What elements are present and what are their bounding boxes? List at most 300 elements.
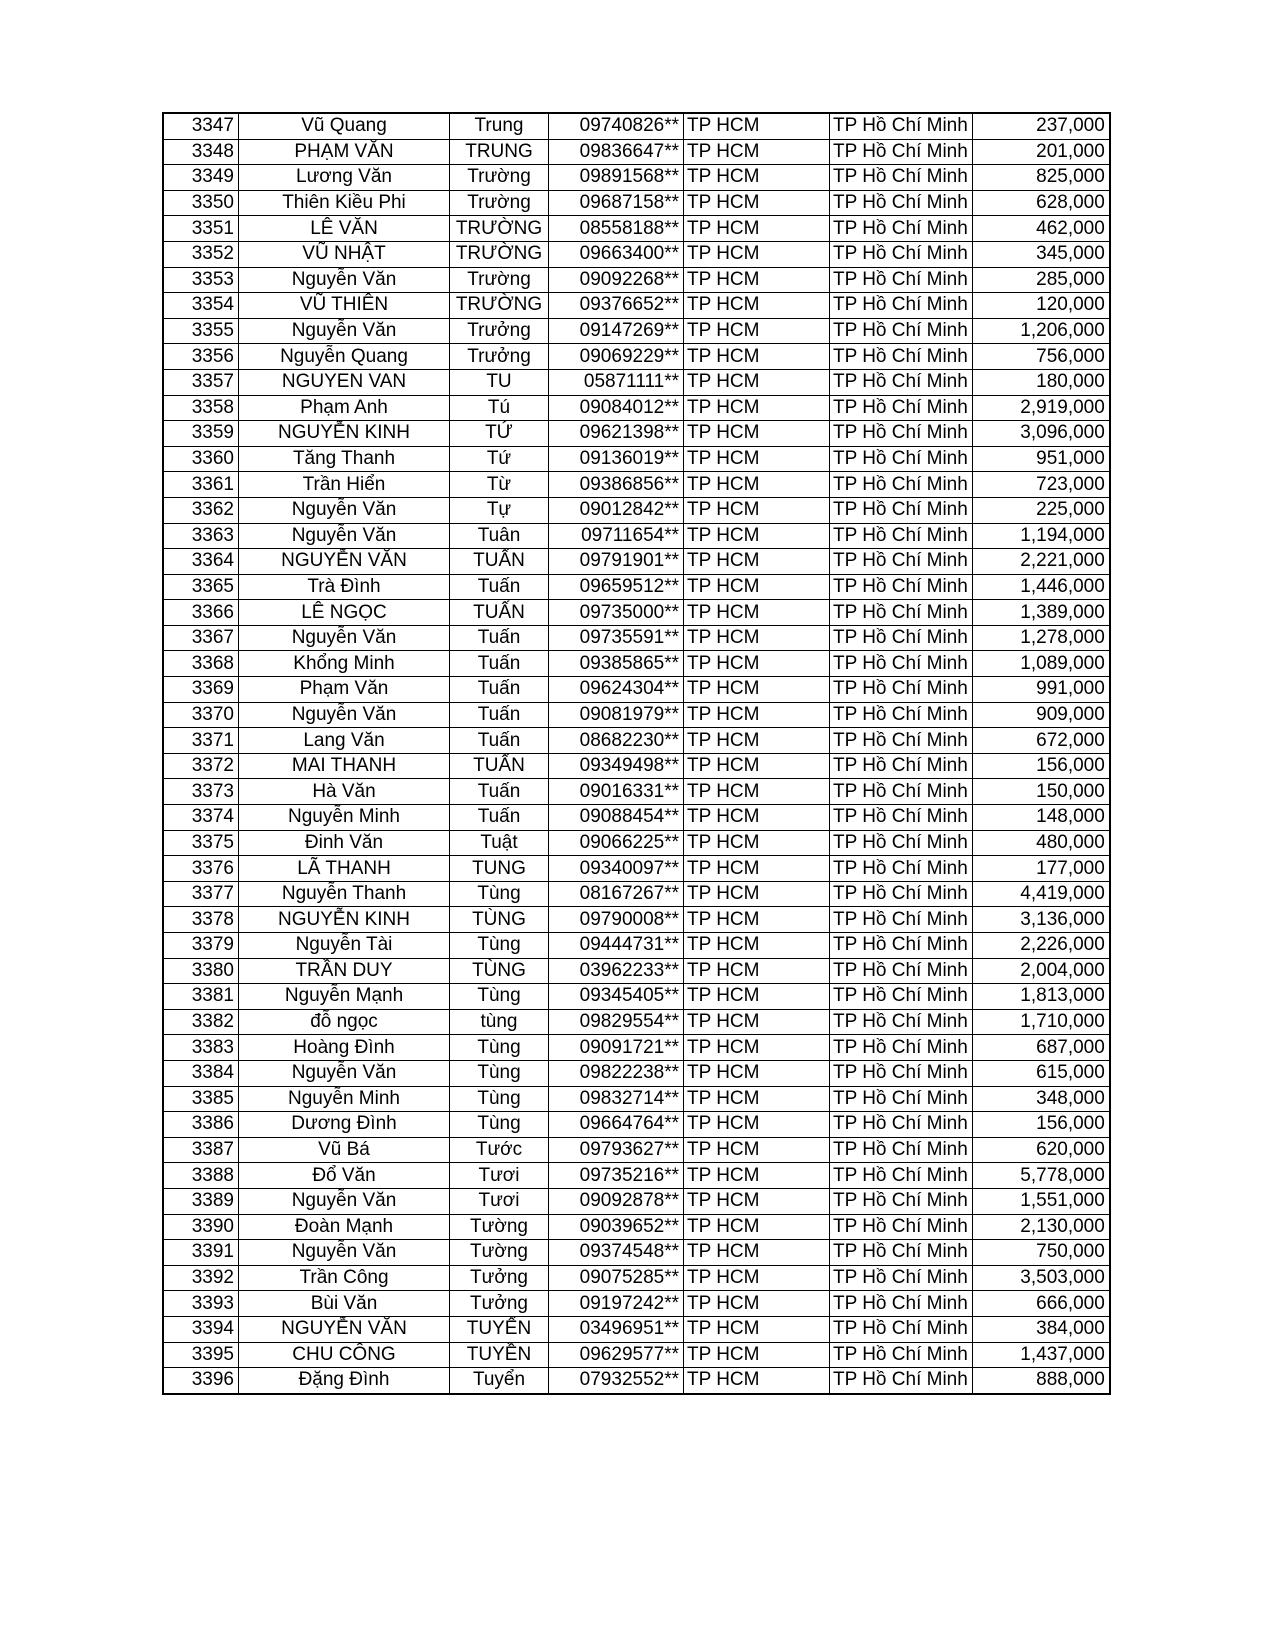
phone-cell: 09735591** xyxy=(549,625,684,651)
given-name-cell: Trường xyxy=(450,190,549,216)
phone-cell: 09039652** xyxy=(549,1214,684,1240)
row-number-cell: 3357 xyxy=(163,369,239,395)
province-cell: TP HCM xyxy=(684,1342,830,1368)
province-cell: TP HCM xyxy=(684,165,830,191)
phone-cell: 09444731** xyxy=(549,933,684,959)
city-cell: TP Hồ Chí Minh xyxy=(830,677,973,703)
table-row xyxy=(163,856,1110,882)
given-name-cell: Tuấn xyxy=(450,651,549,677)
given-name-cell: tùng xyxy=(450,1009,549,1035)
city-cell: TP Hồ Chí Minh xyxy=(830,1035,973,1061)
row-number-cell: 3392 xyxy=(163,1265,239,1291)
donor-table-body xyxy=(163,113,1110,1394)
row-number-cell: 3368 xyxy=(163,651,239,677)
row-number-cell: 3365 xyxy=(163,574,239,600)
province-cell: TP HCM xyxy=(684,1163,830,1189)
surname-cell: NGUYỄN VĂN xyxy=(239,1316,450,1342)
city-cell: TP Hồ Chí Minh xyxy=(830,933,973,959)
city-cell: TP Hồ Chí Minh xyxy=(830,497,973,523)
given-name-cell: TU xyxy=(450,369,549,395)
province-cell: TP HCM xyxy=(684,958,830,984)
phone-cell: 09740826** xyxy=(549,113,684,139)
phone-cell: 09088454** xyxy=(549,805,684,831)
city-cell: TP Hồ Chí Minh xyxy=(830,753,973,779)
given-name-cell: TRƯỜNG xyxy=(450,241,549,267)
surname-cell: TRẦN DUY xyxy=(239,958,450,984)
row-number-cell: 3351 xyxy=(163,216,239,242)
city-cell: TP Hồ Chí Minh xyxy=(830,830,973,856)
table-row xyxy=(163,1086,1110,1112)
table-row xyxy=(163,728,1110,754)
row-number-cell: 3349 xyxy=(163,165,239,191)
row-number-cell: 3354 xyxy=(163,293,239,319)
table-row xyxy=(163,702,1110,728)
amount-cell: 156,000 xyxy=(972,1112,1110,1138)
amount-cell: 756,000 xyxy=(972,344,1110,370)
province-cell: TP HCM xyxy=(684,881,830,907)
phone-cell: 09663400** xyxy=(549,241,684,267)
given-name-cell: TÙNG xyxy=(450,958,549,984)
province-cell: TP HCM xyxy=(684,267,830,293)
given-name-cell: Tưởng xyxy=(450,1265,549,1291)
phone-cell: 09793627** xyxy=(549,1137,684,1163)
phone-cell: 07932552** xyxy=(549,1368,684,1394)
province-cell: TP HCM xyxy=(684,984,830,1010)
table-row xyxy=(163,907,1110,933)
surname-cell: Nguyễn Văn xyxy=(239,497,450,523)
amount-cell: 1,278,000 xyxy=(972,625,1110,651)
province-cell: TP HCM xyxy=(684,446,830,472)
city-cell: TP Hồ Chí Minh xyxy=(830,1188,973,1214)
phone-cell: 09791901** xyxy=(549,549,684,575)
row-number-cell: 3359 xyxy=(163,421,239,447)
city-cell: TP Hồ Chí Minh xyxy=(830,1342,973,1368)
amount-cell: 2,130,000 xyxy=(972,1214,1110,1240)
amount-cell: 666,000 xyxy=(972,1291,1110,1317)
city-cell: TP Hồ Chí Minh xyxy=(830,728,973,754)
surname-cell: Nguyễn Văn xyxy=(239,625,450,651)
given-name-cell: Tuấn xyxy=(450,677,549,703)
amount-cell: 1,446,000 xyxy=(972,574,1110,600)
row-number-cell: 3369 xyxy=(163,677,239,703)
city-cell: TP Hồ Chí Minh xyxy=(830,1368,973,1394)
row-number-cell: 3362 xyxy=(163,497,239,523)
table-row xyxy=(163,1265,1110,1291)
province-cell: TP HCM xyxy=(684,1316,830,1342)
row-number-cell: 3395 xyxy=(163,1342,239,1368)
row-number-cell: 3391 xyxy=(163,1240,239,1266)
given-name-cell: Tùng xyxy=(450,881,549,907)
surname-cell: Hà Văn xyxy=(239,779,450,805)
amount-cell: 909,000 xyxy=(972,702,1110,728)
surname-cell: Đổ Văn xyxy=(239,1163,450,1189)
province-cell: TP HCM xyxy=(684,1086,830,1112)
province-cell: TP HCM xyxy=(684,574,830,600)
phone-cell: 09829554** xyxy=(549,1009,684,1035)
amount-cell: 888,000 xyxy=(972,1368,1110,1394)
phone-cell: 03962233** xyxy=(549,958,684,984)
amount-cell: 225,000 xyxy=(972,497,1110,523)
surname-cell: Nguyễn Văn xyxy=(239,267,450,293)
given-name-cell: TRƯỜNG xyxy=(450,293,549,319)
surname-cell: Nguyễn Quang xyxy=(239,344,450,370)
amount-cell: 5,778,000 xyxy=(972,1163,1110,1189)
amount-cell: 237,000 xyxy=(972,113,1110,139)
given-name-cell: Trưởng xyxy=(450,344,549,370)
phone-cell: 09091721** xyxy=(549,1035,684,1061)
phone-cell: 09081979** xyxy=(549,702,684,728)
row-number-cell: 3367 xyxy=(163,625,239,651)
given-name-cell: TUẤN xyxy=(450,549,549,575)
row-number-cell: 3394 xyxy=(163,1316,239,1342)
table-row xyxy=(163,139,1110,165)
amount-cell: 1,194,000 xyxy=(972,523,1110,549)
phone-cell: 09136019** xyxy=(549,446,684,472)
row-number-cell: 3352 xyxy=(163,241,239,267)
table-row xyxy=(163,446,1110,472)
province-cell: TP HCM xyxy=(684,497,830,523)
row-number-cell: 3381 xyxy=(163,984,239,1010)
phone-cell: 09664764** xyxy=(549,1112,684,1138)
phone-cell: 09012842** xyxy=(549,497,684,523)
amount-cell: 1,089,000 xyxy=(972,651,1110,677)
given-name-cell: TỨ xyxy=(450,421,549,447)
province-cell: TP HCM xyxy=(684,1214,830,1240)
given-name-cell: TUYẾN xyxy=(450,1316,549,1342)
given-name-cell: Tuấn xyxy=(450,625,549,651)
amount-cell: 384,000 xyxy=(972,1316,1110,1342)
given-name-cell: Trường xyxy=(450,165,549,191)
city-cell: TP Hồ Chí Minh xyxy=(830,1240,973,1266)
surname-cell: LÊ VĂN xyxy=(239,216,450,242)
amount-cell: 2,226,000 xyxy=(972,933,1110,959)
surname-cell: NGUYỄN KINH xyxy=(239,421,450,447)
amount-cell: 672,000 xyxy=(972,728,1110,754)
amount-cell: 615,000 xyxy=(972,1060,1110,1086)
city-cell: TP Hồ Chí Minh xyxy=(830,216,973,242)
surname-cell: Phạm Anh xyxy=(239,395,450,421)
amount-cell: 180,000 xyxy=(972,369,1110,395)
table-row xyxy=(163,549,1110,575)
amount-cell: 687,000 xyxy=(972,1035,1110,1061)
surname-cell: Hoàng Đình xyxy=(239,1035,450,1061)
amount-cell: 825,000 xyxy=(972,165,1110,191)
given-name-cell: Tuân xyxy=(450,523,549,549)
phone-cell: 08558188** xyxy=(549,216,684,242)
surname-cell: Nguyễn Văn xyxy=(239,1240,450,1266)
city-cell: TP Hồ Chí Minh xyxy=(830,549,973,575)
given-name-cell: Tước xyxy=(450,1137,549,1163)
province-cell: TP HCM xyxy=(684,1035,830,1061)
table-row xyxy=(163,1368,1110,1394)
city-cell: TP Hồ Chí Minh xyxy=(830,779,973,805)
given-name-cell: Tùng xyxy=(450,984,549,1010)
city-cell: TP Hồ Chí Minh xyxy=(830,395,973,421)
table-row xyxy=(163,344,1110,370)
province-cell: TP HCM xyxy=(684,395,830,421)
amount-cell: 348,000 xyxy=(972,1086,1110,1112)
city-cell: TP Hồ Chí Minh xyxy=(830,984,973,1010)
surname-cell: Vũ Quang xyxy=(239,113,450,139)
city-cell: TP Hồ Chí Minh xyxy=(830,1214,973,1240)
phone-cell: 09735216** xyxy=(549,1163,684,1189)
table-row xyxy=(163,241,1110,267)
city-cell: TP Hồ Chí Minh xyxy=(830,907,973,933)
amount-cell: 2,221,000 xyxy=(972,549,1110,575)
surname-cell: CHU CÔNG xyxy=(239,1342,450,1368)
row-number-cell: 3375 xyxy=(163,830,239,856)
given-name-cell: Tươi xyxy=(450,1163,549,1189)
amount-cell: 3,136,000 xyxy=(972,907,1110,933)
city-cell: TP Hồ Chí Minh xyxy=(830,1163,973,1189)
province-cell: TP HCM xyxy=(684,805,830,831)
city-cell: TP Hồ Chí Minh xyxy=(830,1112,973,1138)
amount-cell: 2,004,000 xyxy=(972,958,1110,984)
amount-cell: 462,000 xyxy=(972,216,1110,242)
row-number-cell: 3376 xyxy=(163,856,239,882)
surname-cell: Phạm Văn xyxy=(239,677,450,703)
amount-cell: 991,000 xyxy=(972,677,1110,703)
phone-cell: 08167267** xyxy=(549,881,684,907)
amount-cell: 120,000 xyxy=(972,293,1110,319)
surname-cell: LÃ THANH xyxy=(239,856,450,882)
city-cell: TP Hồ Chí Minh xyxy=(830,421,973,447)
given-name-cell: Tú xyxy=(450,395,549,421)
phone-cell: 09687158** xyxy=(549,190,684,216)
city-cell: TP Hồ Chí Minh xyxy=(830,344,973,370)
amount-cell: 1,437,000 xyxy=(972,1342,1110,1368)
province-cell: TP HCM xyxy=(684,1368,830,1394)
row-number-cell: 3385 xyxy=(163,1086,239,1112)
city-cell: TP Hồ Chí Minh xyxy=(830,1086,973,1112)
city-cell: TP Hồ Chí Minh xyxy=(830,190,973,216)
city-cell: TP Hồ Chí Minh xyxy=(830,574,973,600)
row-number-cell: 3348 xyxy=(163,139,239,165)
given-name-cell: TUẤN xyxy=(450,600,549,626)
row-number-cell: 3388 xyxy=(163,1163,239,1189)
row-number-cell: 3393 xyxy=(163,1291,239,1317)
table-row xyxy=(163,753,1110,779)
table-row xyxy=(163,1112,1110,1138)
surname-cell: Bùi Văn xyxy=(239,1291,450,1317)
amount-cell: 750,000 xyxy=(972,1240,1110,1266)
table-row xyxy=(163,113,1110,139)
city-cell: TP Hồ Chí Minh xyxy=(830,625,973,651)
table-row xyxy=(163,318,1110,344)
donor-table xyxy=(162,112,1111,1395)
amount-cell: 480,000 xyxy=(972,830,1110,856)
row-number-cell: 3386 xyxy=(163,1112,239,1138)
given-name-cell: Tùng xyxy=(450,1112,549,1138)
province-cell: TP HCM xyxy=(684,113,830,139)
table-row xyxy=(163,1342,1110,1368)
city-cell: TP Hồ Chí Minh xyxy=(830,523,973,549)
province-cell: TP HCM xyxy=(684,1188,830,1214)
row-number-cell: 3373 xyxy=(163,779,239,805)
row-number-cell: 3389 xyxy=(163,1188,239,1214)
surname-cell: Tăng Thanh xyxy=(239,446,450,472)
province-cell: TP HCM xyxy=(684,344,830,370)
given-name-cell: Tùng xyxy=(450,1060,549,1086)
surname-cell: đỗ ngọc xyxy=(239,1009,450,1035)
province-cell: TP HCM xyxy=(684,677,830,703)
province-cell: TP HCM xyxy=(684,1240,830,1266)
surname-cell: Đinh Văn xyxy=(239,830,450,856)
surname-cell: Đặng Đình xyxy=(239,1368,450,1394)
row-number-cell: 3360 xyxy=(163,446,239,472)
table-row xyxy=(163,600,1110,626)
province-cell: TP HCM xyxy=(684,523,830,549)
row-number-cell: 3371 xyxy=(163,728,239,754)
table-row xyxy=(163,984,1110,1010)
row-number-cell: 3383 xyxy=(163,1035,239,1061)
surname-cell: VŨ THIÊN xyxy=(239,293,450,319)
city-cell: TP Hồ Chí Minh xyxy=(830,113,973,139)
given-name-cell: TUẤN xyxy=(450,753,549,779)
amount-cell: 1,551,000 xyxy=(972,1188,1110,1214)
amount-cell: 3,503,000 xyxy=(972,1265,1110,1291)
province-cell: TP HCM xyxy=(684,1009,830,1035)
city-cell: TP Hồ Chí Minh xyxy=(830,958,973,984)
phone-cell: 09735000** xyxy=(549,600,684,626)
table-row xyxy=(163,958,1110,984)
city-cell: TP Hồ Chí Minh xyxy=(830,1316,973,1342)
city-cell: TP Hồ Chí Minh xyxy=(830,1009,973,1035)
row-number-cell: 3378 xyxy=(163,907,239,933)
city-cell: TP Hồ Chí Minh xyxy=(830,856,973,882)
province-cell: TP HCM xyxy=(684,907,830,933)
surname-cell: Nguyễn Mạnh xyxy=(239,984,450,1010)
province-cell: TP HCM xyxy=(684,830,830,856)
city-cell: TP Hồ Chí Minh xyxy=(830,1265,973,1291)
row-number-cell: 3350 xyxy=(163,190,239,216)
amount-cell: 177,000 xyxy=(972,856,1110,882)
city-cell: TP Hồ Chí Minh xyxy=(830,651,973,677)
surname-cell: NGUYỄN VĂN xyxy=(239,549,450,575)
phone-cell: 09711654** xyxy=(549,523,684,549)
table-row xyxy=(163,395,1110,421)
given-name-cell: Tuyển xyxy=(450,1368,549,1394)
given-name-cell: TRUNG xyxy=(450,139,549,165)
given-name-cell: TRƯỜNG xyxy=(450,216,549,242)
surname-cell: Nguyễn Minh xyxy=(239,805,450,831)
city-cell: TP Hồ Chí Minh xyxy=(830,241,973,267)
table-row xyxy=(163,779,1110,805)
table-row xyxy=(163,625,1110,651)
amount-cell: 150,000 xyxy=(972,779,1110,805)
phone-cell: 09629577** xyxy=(549,1342,684,1368)
amount-cell: 148,000 xyxy=(972,805,1110,831)
province-cell: TP HCM xyxy=(684,139,830,165)
province-cell: TP HCM xyxy=(684,856,830,882)
city-cell: TP Hồ Chí Minh xyxy=(830,1137,973,1163)
given-name-cell: Tường xyxy=(450,1214,549,1240)
phone-cell: 05871111** xyxy=(549,369,684,395)
amount-cell: 4,419,000 xyxy=(972,881,1110,907)
surname-cell: Nguyễn Văn xyxy=(239,523,450,549)
amount-cell: 628,000 xyxy=(972,190,1110,216)
province-cell: TP HCM xyxy=(684,472,830,498)
row-number-cell: 3358 xyxy=(163,395,239,421)
table-row xyxy=(163,830,1110,856)
province-cell: TP HCM xyxy=(684,779,830,805)
province-cell: TP HCM xyxy=(684,728,830,754)
province-cell: TP HCM xyxy=(684,190,830,216)
phone-cell: 09345405** xyxy=(549,984,684,1010)
city-cell: TP Hồ Chí Minh xyxy=(830,165,973,191)
surname-cell: Nguyễn Tài xyxy=(239,933,450,959)
given-name-cell: Tuấn xyxy=(450,574,549,600)
given-name-cell: TUNG xyxy=(450,856,549,882)
province-cell: TP HCM xyxy=(684,1112,830,1138)
city-cell: TP Hồ Chí Minh xyxy=(830,881,973,907)
table-row xyxy=(163,497,1110,523)
row-number-cell: 3364 xyxy=(163,549,239,575)
surname-cell: Thiên Kiều Phi xyxy=(239,190,450,216)
table-row xyxy=(163,574,1110,600)
table-row xyxy=(163,1214,1110,1240)
phone-cell: 09349498** xyxy=(549,753,684,779)
row-number-cell: 3355 xyxy=(163,318,239,344)
phone-cell: 09092878** xyxy=(549,1188,684,1214)
table-row xyxy=(163,190,1110,216)
surname-cell: Nguyễn Văn xyxy=(239,1060,450,1086)
province-cell: TP HCM xyxy=(684,293,830,319)
phone-cell: 09385865** xyxy=(549,651,684,677)
given-name-cell: Tùng xyxy=(450,1086,549,1112)
table-row xyxy=(163,1009,1110,1035)
amount-cell: 156,000 xyxy=(972,753,1110,779)
province-cell: TP HCM xyxy=(684,241,830,267)
given-name-cell: Tường xyxy=(450,1240,549,1266)
table-row xyxy=(163,421,1110,447)
given-name-cell: Tưởng xyxy=(450,1291,549,1317)
table-row xyxy=(163,1137,1110,1163)
province-cell: TP HCM xyxy=(684,1060,830,1086)
table-row xyxy=(163,881,1110,907)
province-cell: TP HCM xyxy=(684,1137,830,1163)
phone-cell: 09624304** xyxy=(549,677,684,703)
surname-cell: MAI THANH xyxy=(239,753,450,779)
given-name-cell: Tuật xyxy=(450,830,549,856)
phone-cell: 09376652** xyxy=(549,293,684,319)
province-cell: TP HCM xyxy=(684,549,830,575)
phone-cell: 09066225** xyxy=(549,830,684,856)
table-row xyxy=(163,1291,1110,1317)
amount-cell: 1,389,000 xyxy=(972,600,1110,626)
province-cell: TP HCM xyxy=(684,702,830,728)
province-cell: TP HCM xyxy=(684,600,830,626)
phone-cell: 09016331** xyxy=(549,779,684,805)
surname-cell: Nguyễn Thanh xyxy=(239,881,450,907)
surname-cell: Nguyễn Văn xyxy=(239,702,450,728)
phone-cell: 09836647** xyxy=(549,139,684,165)
row-number-cell: 3374 xyxy=(163,805,239,831)
table-row xyxy=(163,1035,1110,1061)
province-cell: TP HCM xyxy=(684,651,830,677)
amount-cell: 285,000 xyxy=(972,267,1110,293)
row-number-cell: 3379 xyxy=(163,933,239,959)
given-name-cell: Tuấn xyxy=(450,702,549,728)
amount-cell: 723,000 xyxy=(972,472,1110,498)
amount-cell: 1,206,000 xyxy=(972,318,1110,344)
city-cell: TP Hồ Chí Minh xyxy=(830,267,973,293)
table-row xyxy=(163,523,1110,549)
surname-cell: Trần Hiển xyxy=(239,472,450,498)
given-name-cell: Tuấn xyxy=(450,805,549,831)
given-name-cell: TUYỀN xyxy=(450,1342,549,1368)
province-cell: TP HCM xyxy=(684,216,830,242)
